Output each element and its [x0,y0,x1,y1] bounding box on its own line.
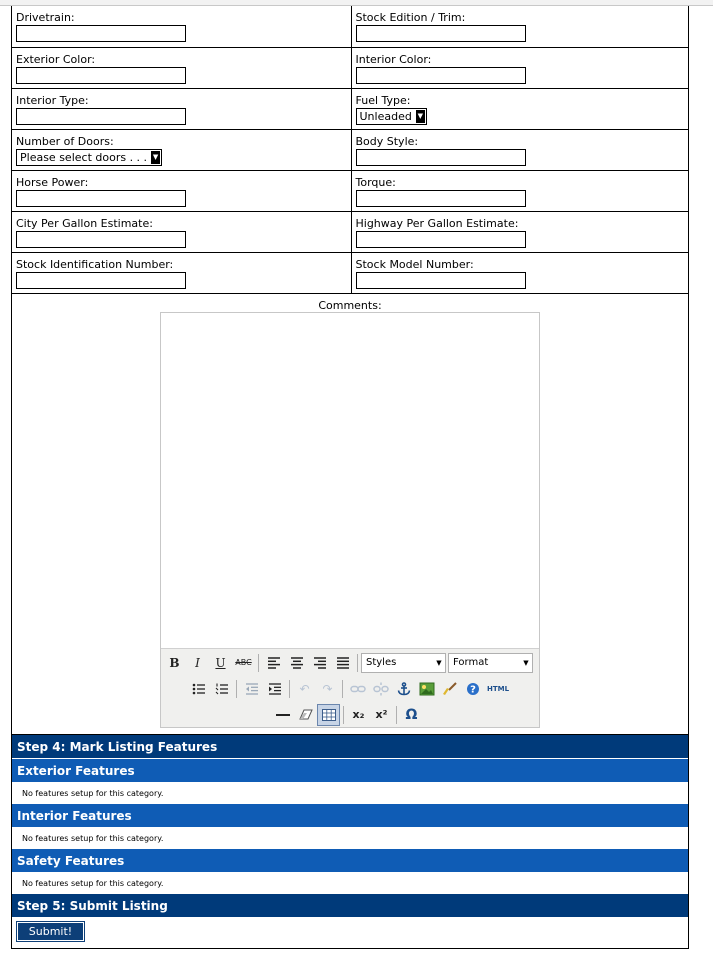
interior-type-input[interactable] [16,108,186,125]
editor-toolbar [161,648,539,727]
toolbar-row-3 [271,704,423,726]
drivetrain-label: Drivetrain: [16,11,75,24]
toolbar-separator [258,654,259,672]
city-mpg-input[interactable] [16,231,186,248]
outdent-icon[interactable] [240,678,263,700]
torque-cell [351,170,688,211]
styles-label: Styles [366,657,397,668]
stock-edition-input[interactable] [356,25,526,42]
redo-icon[interactable]: ↷ [322,681,333,696]
exterior-color-label: Exterior Color: [16,52,96,66]
html-source-icon[interactable]: HTML [486,684,510,693]
table-icon[interactable] [317,704,340,726]
bullet-list-icon[interactable] [187,678,210,700]
align-right-icon[interactable] [308,652,331,674]
format-dropdown[interactable] [448,653,533,673]
chevron-down-icon[interactable]: ▼ [416,110,425,123]
fuel-type-cell [351,88,688,129]
help-icon[interactable] [461,678,484,700]
styles-dropdown[interactable] [361,653,446,673]
exterior-no-features-text: No features setup for this category. [12,783,688,804]
horse-power-input[interactable] [16,190,186,207]
exterior-features-header: Exterior Features [12,759,688,783]
comments-textarea[interactable] [161,313,539,648]
fuel-type-select[interactable] [356,108,427,125]
image-icon[interactable] [415,678,438,700]
interior-no-features-text: No features setup for this category. [12,828,688,849]
doors-label: Number of Doors: [16,134,114,148]
horizontal-rule-icon[interactable] [271,704,294,726]
format-label: Format [453,657,489,668]
doors-select[interactable] [16,149,162,166]
highway-mpg-label: Highway Per Gallon Estimate: [355,216,519,230]
safety-no-features-text: No features setup for this category. [12,873,688,894]
strikethrough-icon[interactable]: ABC [235,658,252,667]
numbered-list-icon[interactable] [210,678,233,700]
undo-icon[interactable]: ↶ [299,681,310,696]
rich-text-editor [160,312,540,728]
stock-id-label: Stock Identification Number: [16,257,174,271]
cleanup-icon[interactable] [438,678,461,700]
align-left-icon[interactable] [262,652,285,674]
submit-button[interactable]: Submit! [17,922,84,941]
body-style-label: Body Style: [355,134,419,148]
city-mpg-label: City Per Gallon Estimate: [16,216,153,230]
doors-cell [12,129,351,170]
drivetrain-input[interactable] [16,25,186,42]
highway-mpg-cell [351,211,688,252]
stock-edition-label: Stock Edition / Trim: [355,11,466,24]
svg-text:?: ? [469,684,476,695]
special-character-icon[interactable]: Ω [405,706,418,723]
interior-type-label: Interior Type: [16,93,89,107]
toolbar-separator [342,680,343,698]
superscript-icon[interactable]: x² [375,708,388,721]
listing-form [11,6,689,949]
toolbar-row-2 [187,678,512,700]
step5-header: Step 5: Submit Listing [12,894,688,918]
italic-icon[interactable]: I [195,655,200,670]
torque-label: Torque: [355,175,396,189]
toolbar-row-1 [163,652,535,674]
chevron-down-icon: ▼ [436,658,442,667]
toolbar-separator [357,654,358,672]
chevron-down-icon[interactable]: ▼ [151,151,160,164]
safety-features-header: Safety Features [12,849,688,873]
highway-mpg-input[interactable] [356,231,526,248]
stock-edition-cell [351,6,688,47]
interior-color-cell [351,47,688,88]
stock-id-cell [12,252,351,293]
body-style-cell [351,129,688,170]
interior-color-label: Interior Color: [355,52,432,66]
unlink-icon[interactable] [369,678,392,700]
toolbar-separator [289,680,290,698]
drivetrain-cell [12,6,351,47]
stock-model-label: Stock Model Number: [355,257,474,271]
stock-model-cell [351,252,688,293]
eraser-icon[interactable] [294,704,317,726]
fuel-type-value: Unleaded [359,109,412,123]
link-icon[interactable] [346,678,369,700]
stock-id-input[interactable] [16,272,186,289]
comments-label: Comments: [318,298,382,312]
interior-features-header: Interior Features [12,804,688,828]
subscript-icon[interactable]: x₂ [352,708,365,721]
toolbar-separator [343,706,344,724]
toolbar-separator [236,680,237,698]
toolbar-separator [396,706,397,724]
doors-value: Please select doors . . . [20,150,148,164]
exterior-color-cell [12,47,351,88]
anchor-icon[interactable] [392,678,415,700]
exterior-color-input[interactable] [16,67,186,84]
torque-input[interactable] [356,190,526,207]
comments-row [12,294,688,735]
city-mpg-cell [12,211,351,252]
submit-area [12,918,688,948]
step4-header: Step 4: Mark Listing Features [12,735,688,759]
stock-model-input[interactable] [356,272,526,289]
horse-power-label: Horse Power: [16,175,89,189]
bold-icon[interactable]: B [169,655,180,670]
fuel-type-label: Fuel Type: [355,93,411,107]
interior-color-input[interactable] [356,67,526,84]
vehicle-details-grid [12,6,688,294]
body-style-input[interactable] [356,149,526,166]
align-justify-icon[interactable] [331,652,354,674]
indent-icon[interactable] [263,678,286,700]
interior-type-cell [12,88,351,129]
chevron-down-icon: ▼ [523,658,529,667]
underline-icon[interactable]: U [215,655,226,670]
align-center-icon[interactable] [285,652,308,674]
horse-power-cell [12,170,351,211]
